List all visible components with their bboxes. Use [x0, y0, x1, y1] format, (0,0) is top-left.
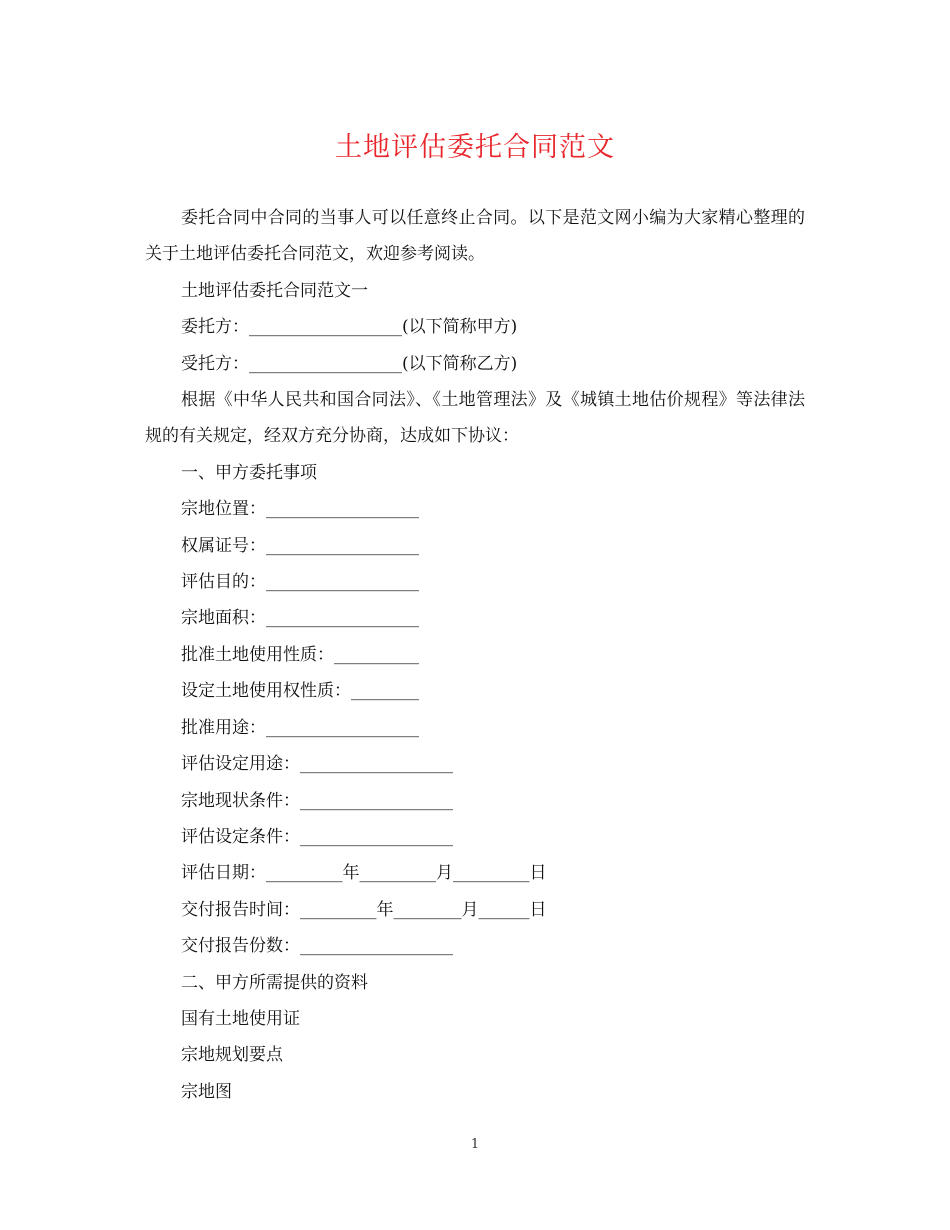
trustee-party-line: 受托方：__________________(以下简称乙方): [181, 353, 518, 374]
section-1-heading: 一、甲方委托事项: [181, 462, 317, 483]
field-parcel-location: 宗地位置：__________________: [181, 499, 419, 520]
material-parcel-map: 宗地图: [181, 1081, 232, 1102]
legal-basis-paragraph: 根据《中华人民共和国合同法》、《土地管理法》及《城镇土地估价规程》等法律法规的有关规定，经双方充分协商，达成如下协议：: [145, 390, 805, 447]
field-evaluation-purpose: 评估目的：__________________: [181, 572, 419, 593]
field-evaluation-date: 评估日期：_________年_________月_________日: [181, 863, 547, 884]
client-party-line: 委托方：__________________(以下简称甲方): [181, 317, 518, 338]
page-number: 1: [470, 1137, 480, 1152]
material-planning-points: 宗地规划要点: [181, 1045, 283, 1066]
field-report-copies: 交付报告份数：__________________: [181, 936, 453, 957]
field-title-certificate: 权属证号：__________________: [181, 535, 419, 556]
field-parcel-area: 宗地面积：__________________: [181, 608, 419, 629]
field-parcel-current-condition: 宗地现状条件：__________________: [181, 790, 453, 811]
field-report-delivery-time: 交付报告时间：_________年________月______日: [181, 899, 547, 920]
document-title: 土地评估委托合同范文: [335, 132, 615, 163]
material-land-use-certificate: 国有土地使用证: [181, 1008, 300, 1029]
section-2-heading: 二、甲方所需提供的资料: [181, 972, 368, 993]
intro-paragraph: 委托合同中合同的当事人可以任意终止合同。以下是范文网小编为大家精心整理的关于土地评估委托合同范文，欢迎参考阅读。: [145, 208, 805, 265]
field-set-land-right-nature: 设定土地使用权性质：________: [181, 681, 419, 702]
field-evaluation-set-condition: 评估设定条件：__________________: [181, 826, 453, 847]
field-evaluation-set-use: 评估设定用途：__________________: [181, 754, 453, 775]
contract-heading: 土地评估委托合同范文一: [181, 280, 368, 301]
field-approved-land-use-nature: 批准土地使用性质：__________: [181, 644, 419, 665]
document-body: [145, 200, 805, 1110]
field-approved-use: 批准用途：__________________: [181, 717, 419, 738]
